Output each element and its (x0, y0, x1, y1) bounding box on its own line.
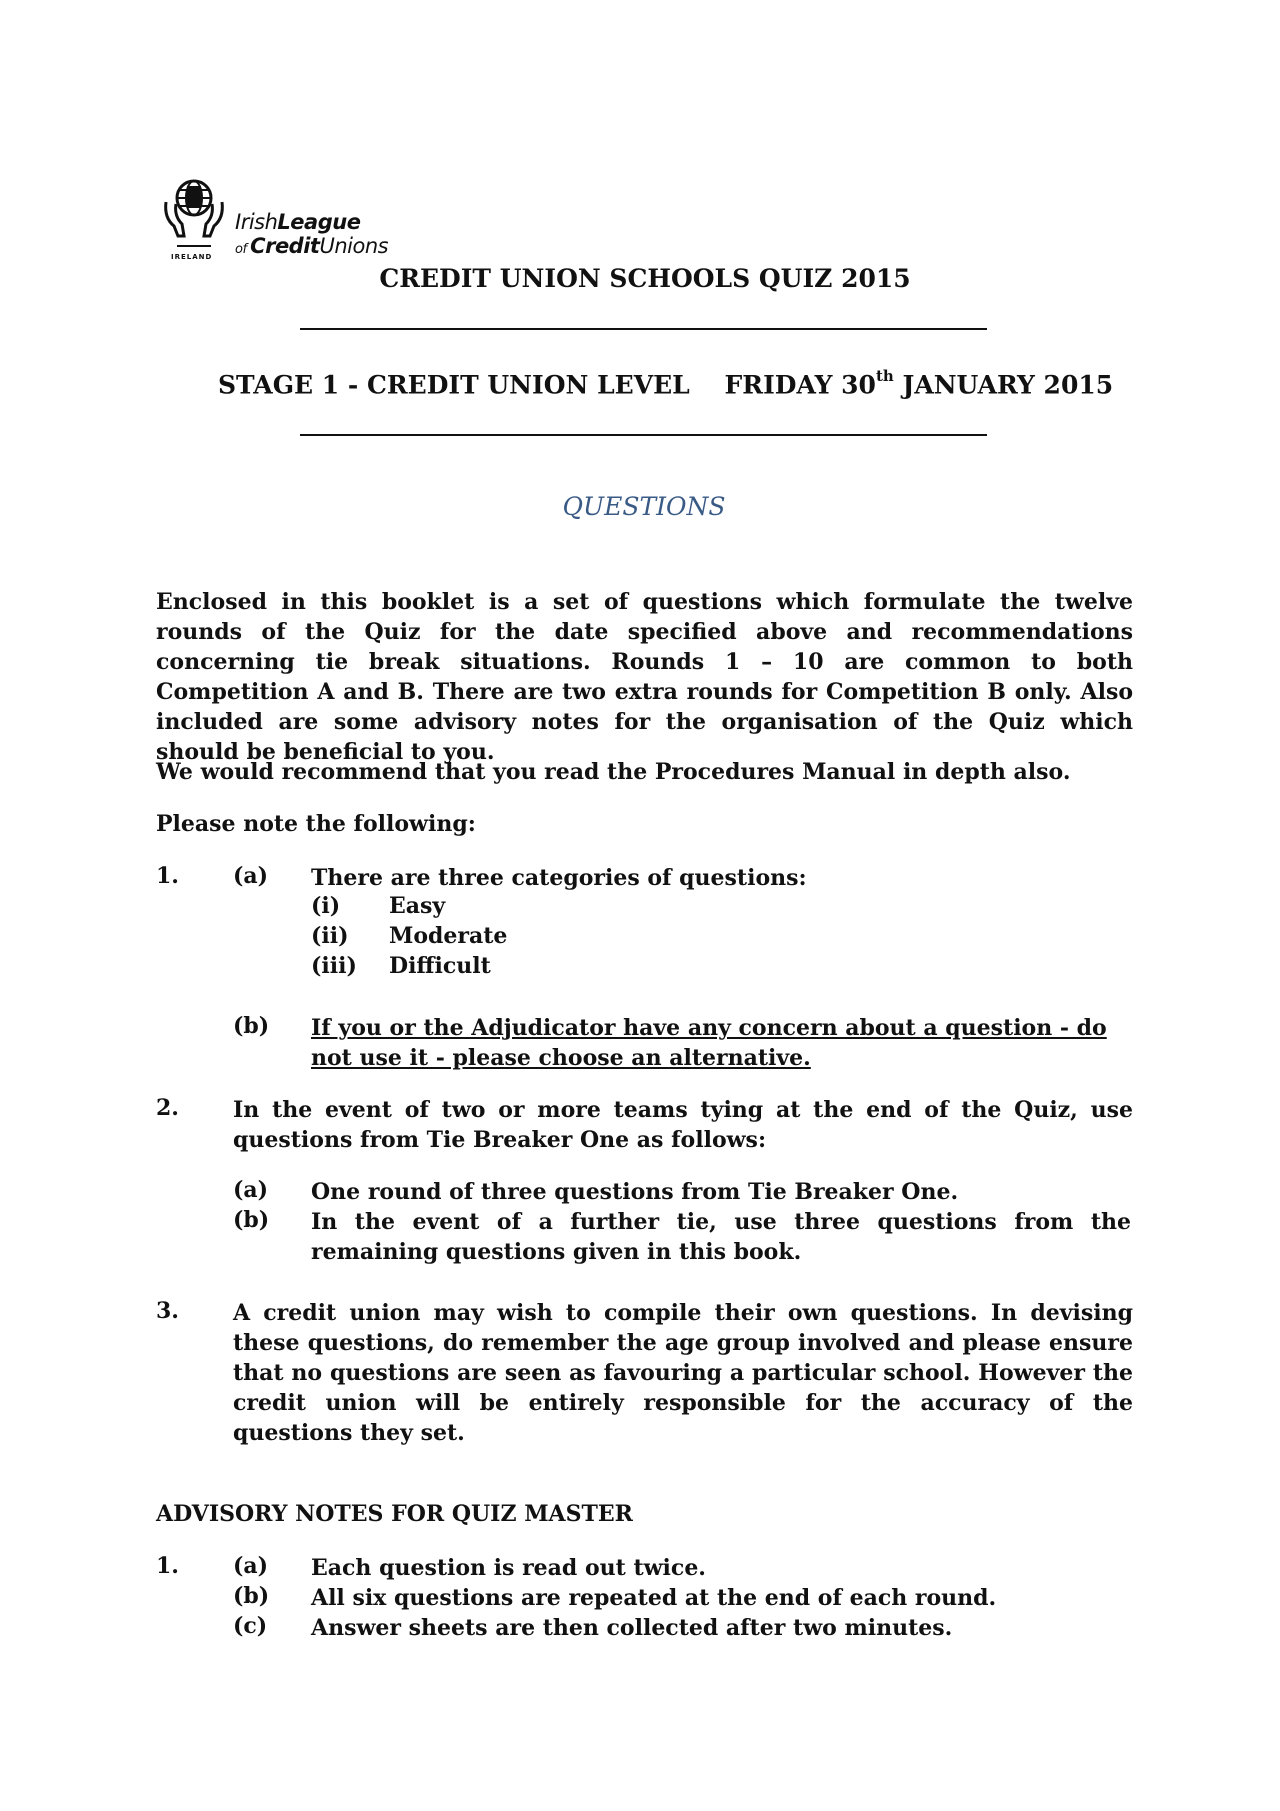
stage-rule (300, 434, 987, 436)
category-label: (iii) (311, 953, 357, 979)
stage-sup: th (875, 367, 894, 385)
category-text: Easy (389, 893, 446, 919)
category-text: Moderate (389, 923, 508, 949)
logo-unions: Unions (319, 234, 389, 258)
item3-text: A credit union may wish to compile their own questions. In devising these questions, do remember the age group involved and please ensure that no questions are seen as favouring a particular school. However the credit union will be entirely responsible for the accuracy of the questions they set. (233, 1300, 1133, 1446)
intro-paragraph: Enclosed in this booklet is a set of questions which formulate the twelve rounds of the Quiz for the date specified above and recommendations concerning tie break situations. Rounds 1 – 10 are common to both Competition A and B. There are two extra rounds for Competition B only. Also included are some advisory notes for the organisation of the Quiz which should be beneficial to you. (156, 589, 1133, 765)
item2-b-text: In the event of a further tie, use three questions from the remaining questions given in this book. (311, 1209, 1131, 1265)
questions-heading: QUESTIONS (562, 492, 726, 521)
recommend-paragraph: We would recommend that you read the Procedures Manual in depth also. (156, 759, 1071, 785)
title-rule (300, 328, 987, 330)
item1-a-text: There are three categories of questions: (311, 865, 807, 891)
item3-number: 3. (156, 1298, 179, 1324)
advisory-text: All six questions are repeated at the end of each round. (311, 1585, 997, 1611)
logo-league: League (277, 210, 361, 234)
logo-of: of (235, 242, 251, 257)
logo-wordmark (235, 210, 388, 262)
item2-a-text: One round of three questions from Tie Breaker One. (311, 1179, 959, 1205)
document-title: CREDIT UNION SCHOOLS QUIZ 2015 (379, 264, 911, 293)
item1-b-text: If you or the Adjudicator have any concern about a question - do not use it - please choose an alternative. (311, 1015, 1107, 1071)
logo-irish: Irish (235, 210, 278, 234)
item1-number: 1. (156, 863, 179, 889)
item2-text: In the event of two or more teams tying at the end of the Quiz, use questions from Tie Breaker One as follows: (233, 1097, 1133, 1153)
item2-b-label: (b) (233, 1207, 270, 1233)
item2-a-label: (a) (233, 1177, 269, 1203)
stage-date: JANUARY 2015 (893, 370, 1114, 400)
please-note: Please note the following: (156, 811, 476, 837)
logo-ireland-label: IRELAND (171, 253, 213, 261)
item2-number: 2. (156, 1095, 179, 1121)
advisory-text: Answer sheets are then collected after two minutes. (311, 1615, 953, 1641)
item1-a-label: (a) (233, 863, 269, 889)
item1-b-label: (b) (233, 1013, 270, 1039)
advisory-number: 1. (156, 1553, 179, 1579)
advisory-label: (c) (233, 1613, 268, 1639)
category-text: Difficult (389, 953, 491, 979)
advisory-heading: ADVISORY NOTES FOR QUIZ MASTER (156, 1501, 633, 1527)
stage-text: STAGE 1 - CREDIT UNION LEVEL FRIDAY 30 (218, 370, 876, 400)
advisory-text: Each question is read out twice. (311, 1555, 706, 1581)
stage-heading (218, 367, 1114, 400)
category-label: (ii) (311, 923, 349, 949)
advisory-label: (b) (233, 1583, 270, 1609)
category-label: (i) (311, 893, 341, 919)
logo-credit: Credit (250, 234, 320, 258)
advisory-label: (a) (233, 1553, 269, 1579)
